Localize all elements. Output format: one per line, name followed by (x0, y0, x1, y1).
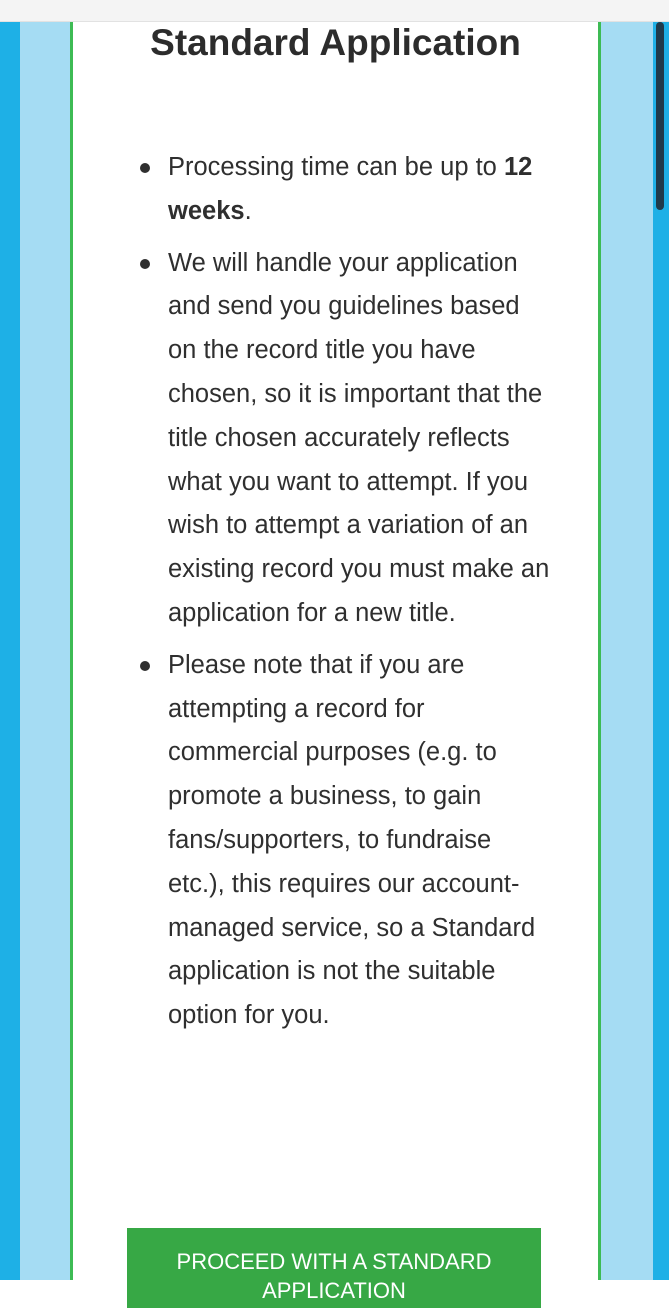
guidelines-text: We will handle your application and send you guidelines based on the record title you have chosen, so it is important that the title chosen accurately reflects what you want to attempt. If you wish to attempt a variation of an existing record you must make an application for a new title. (168, 248, 550, 627)
list-item-commercial-note (73, 644, 598, 1038)
left-blue-edge (0, 22, 20, 1280)
left-light-blue-band (20, 22, 70, 1280)
list-item-guidelines (73, 242, 598, 636)
page-title: Standard Application (150, 22, 521, 63)
commercial-note-text: Please note that if you are attempting a record for commercial purposes (e.g. to promote a business, to gain fans/supporters, to fundraise etc.), this requires our account-managed service, so a Standard application is not the suitable option for you. (168, 650, 536, 1030)
processing-time-suffix: . (244, 196, 252, 225)
right-blue-edge (653, 22, 669, 1280)
proceed-standard-application-button[interactable]: PROCEED WITH A STANDARD APPLICATION (127, 1228, 541, 1308)
right-light-blue-band (601, 22, 653, 1280)
info-list (73, 146, 598, 1046)
processing-time-weeks: 12 weeks (168, 153, 533, 225)
top-strip (0, 0, 669, 22)
scrollbar-thumb[interactable] (656, 22, 664, 210)
list-item-processing-time (73, 146, 598, 234)
processing-time-text: Processing time can be up to (168, 153, 504, 181)
